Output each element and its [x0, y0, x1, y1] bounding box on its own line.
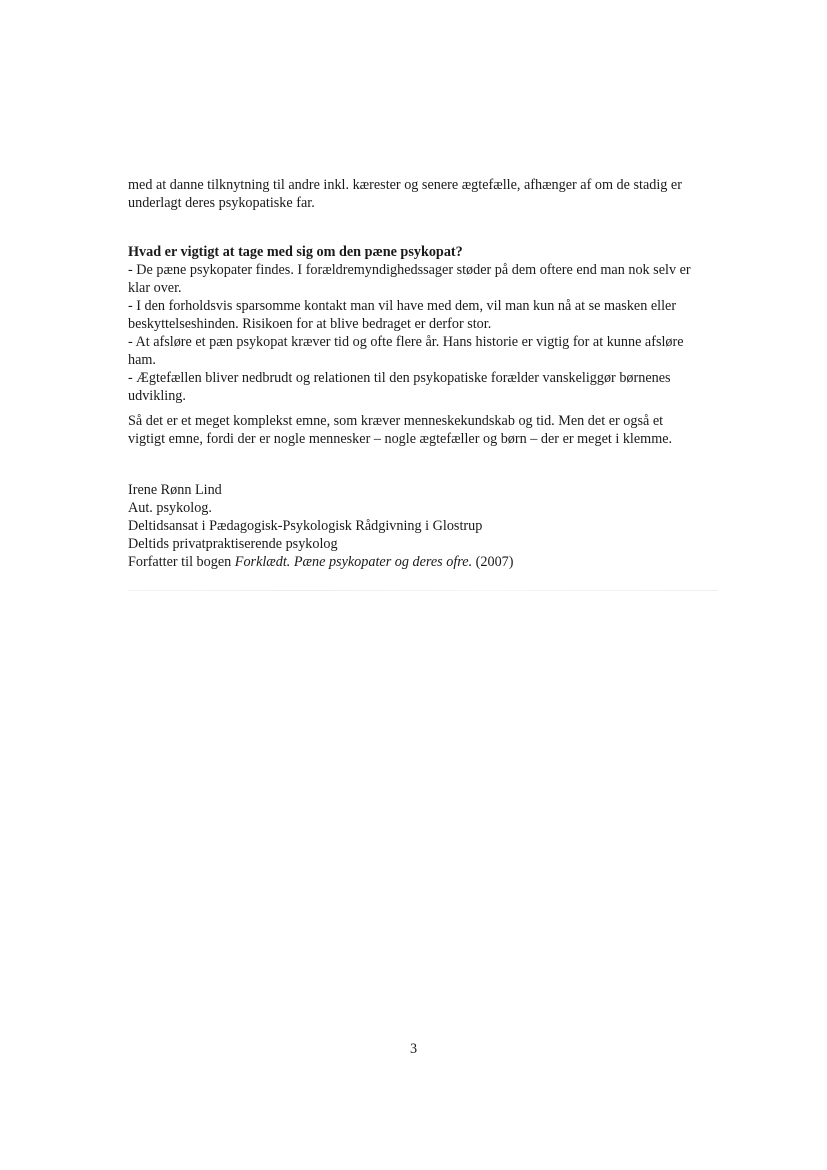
book-prefix: Forfatter til bogen: [128, 554, 235, 570]
book-title: Forklædt. Pæne psykopater og deres ofre.: [234, 554, 473, 570]
key-points-section: [128, 243, 718, 405]
closing-line: vigtigt emne, fordi der er nogle mennesker – nogle ægtefæller og børn – der er meget i klemme.: [128, 431, 673, 447]
author-practice: Deltids privatpraktiserende psykolog: [128, 536, 338, 552]
author-book: [128, 553, 718, 571]
point-line: - I den forholdsvis sparsomme kontakt man vil have med dem, vil man kun nå at se masken eller: [128, 298, 677, 314]
author-signature: [128, 481, 718, 571]
closing-line: Så det er et meget komplekst emne, som kræver menneskekundskab og tid. Men det er også et: [128, 413, 664, 429]
author-position: Deltidsansat i Pædagogisk-Psykologisk Rådgivning i Glostrup: [128, 518, 483, 534]
point-line: udvikling.: [128, 388, 186, 404]
point-line: - Ægtefællen bliver nedbrudt og relationen til den psykopatiske forælder vanskeliggør børnenes: [128, 370, 671, 386]
intro-paragraph: [128, 176, 718, 212]
section-heading: Hvad er vigtigt at tage med sig om den pæne psykopat?: [128, 244, 463, 260]
point-line: klar over.: [128, 280, 182, 296]
point-line: - De pæne psykopater findes. I forældremyndighedssager støder på dem oftere end man nok selv er: [128, 262, 691, 278]
author-title: Aut. psykolog.: [128, 500, 212, 516]
book-year: (2007): [472, 554, 514, 570]
scan-artifact-line: [128, 590, 718, 591]
point-line: - At afsløre et pæn psykopat kræver tid og ofte flere år. Hans historie er vigtig for at kunne afsløre: [128, 334, 684, 350]
intro-line: underlagt deres psykopatiske far.: [128, 195, 315, 211]
point-line: beskyttelseshinden. Risikoen for at blive bedraget er derfor stor.: [128, 316, 492, 332]
author-name: Irene Rønn Lind: [128, 482, 222, 498]
intro-line: med at danne tilknytning til andre inkl. kærester og senere ægtefælle, afhænger af om de stadig er: [128, 177, 682, 193]
point-line: ham.: [128, 352, 156, 368]
page-number: 3: [409, 1041, 418, 1057]
closing-paragraph: [128, 412, 718, 448]
